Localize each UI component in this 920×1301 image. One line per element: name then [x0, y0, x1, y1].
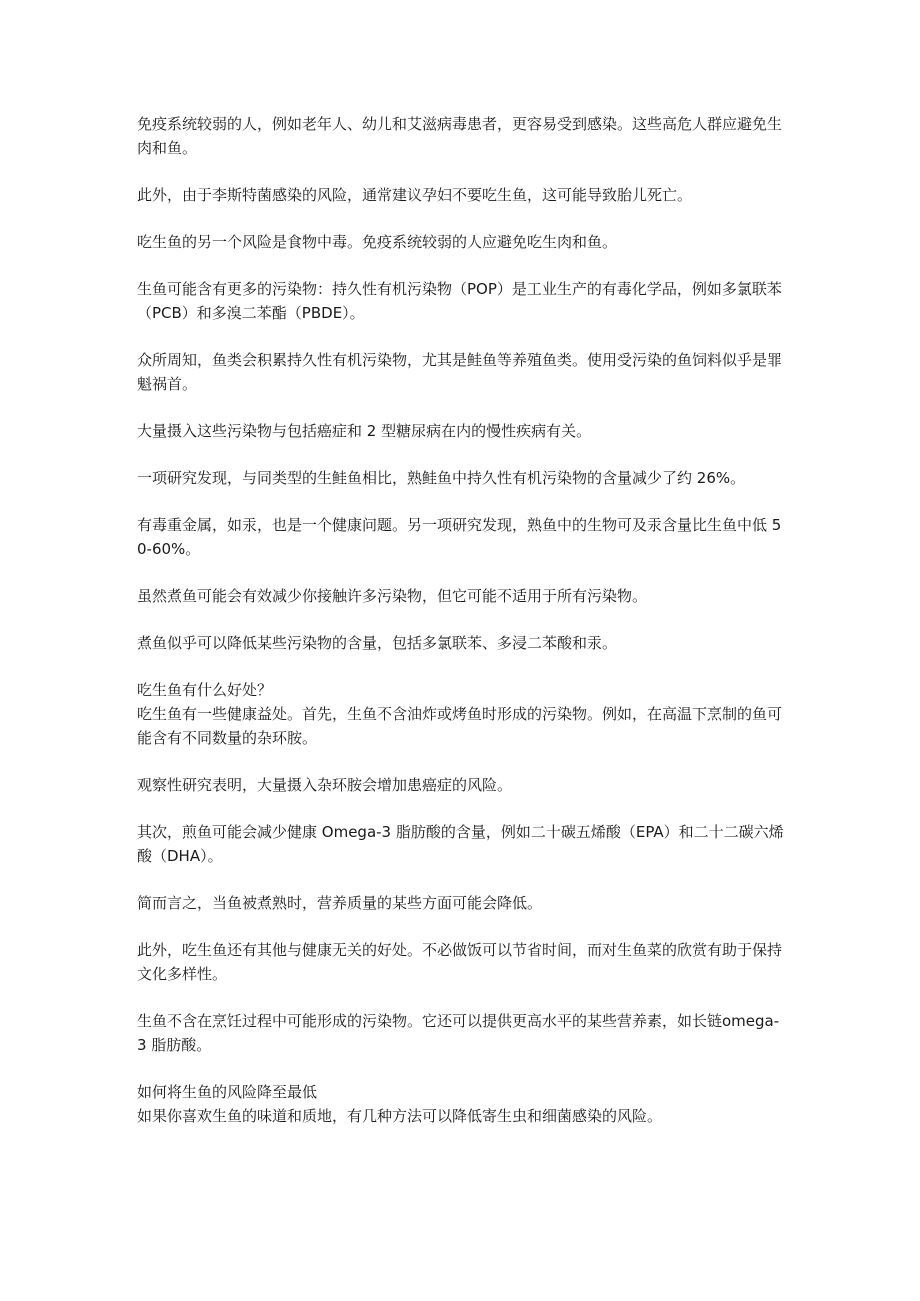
section-heading: 吃生鱼有什么好处？ [137, 681, 273, 699]
paragraph: 其次，煎鱼可能会减少健康 Omega-3 脂肪酸的含量，例如二十碳五烯酸（EPA）和二十二碳六烯酸（DHA）。 [137, 823, 784, 865]
paragraph: 观察性研究表明，大量摄入杂环胺会增加患癌症的风险。 [137, 776, 513, 794]
paragraph: 简而言之，当鱼被煮熟时，营养质量的某些方面可能会降低。 [137, 894, 543, 912]
paragraph: 大量摄入这些污染物与包括癌症和 2 型糖尿病在内的慢性疾病有关。 [137, 422, 592, 440]
paragraph: 有毒重金属，如汞，也是一个健康问题。另一项研究发现，熟鱼中的生物可及汞含量比生鱼中低 50-60%。 [137, 516, 782, 558]
paragraph: 如果你喜欢生鱼的味道和质地，有几种方法可以降低寄生虫和细菌感染的风险。 [137, 1107, 663, 1125]
paragraph: 生鱼可能含有更多的污染物：持久性有机污染物（POP）是工业生产的有毒化学品，例如多氯联苯（PCB）和多溴二苯酯（PBDE）。 [137, 280, 782, 322]
paragraph: 众所周知，鱼类会积累持久性有机污染物，尤其是鲑鱼等养殖鱼类。使用受污染的鱼饲料似乎是罪魁祸首。 [137, 351, 783, 393]
paragraph: 虽然煮鱼可能会有效减少你接触许多污染物，但它可能不适用于所有污染物。 [137, 587, 648, 605]
paragraph: 煮鱼似乎可以降低某些污染物的含量，包括多氯联苯、多浸二苯酸和汞。 [137, 634, 618, 652]
section-minimize-risk [137, 1080, 785, 1128]
section-benefits [137, 678, 785, 750]
document-body [137, 112, 785, 1151]
section-heading: 如何将生鱼的风险降至最低 [137, 1083, 318, 1101]
paragraph: 此外，由于李斯特菌感染的风险，通常建议孕妇不要吃生鱼，这可能导致胎儿死亡。 [137, 186, 693, 204]
paragraph: 吃生鱼有一些健康益处。首先，生鱼不含油炸或烤鱼时形成的污染物。例如，在高温下烹制的鱼可能含有不同数量的杂环胺。 [137, 705, 783, 747]
paragraph: 免疫系统较弱的人，例如老年人、幼儿和艾滋病毒患者，更容易受到感染。这些高危人群应避免生肉和鱼。 [137, 115, 783, 157]
paragraph: 一项研究发现，与同类型的生鲑鱼相比，熟鲑鱼中持久性有机污染物的含量减少了约 26%。 [137, 469, 746, 487]
paragraph: 此外，吃生鱼还有其他与健康无关的好处。不必做饭可以节省时间，而对生鱼菜的欣赏有助于保持文化多样性。 [137, 941, 783, 983]
paragraph: 吃生鱼的另一个风险是食物中毒。免疫系统较弱的人应避免吃生肉和鱼。 [137, 233, 618, 251]
paragraph: 生鱼不含在烹饪过程中可能形成的污染物。它还可以提供更高水平的某些营养素，如长链omega-3 脂肪酸。 [137, 1012, 780, 1054]
